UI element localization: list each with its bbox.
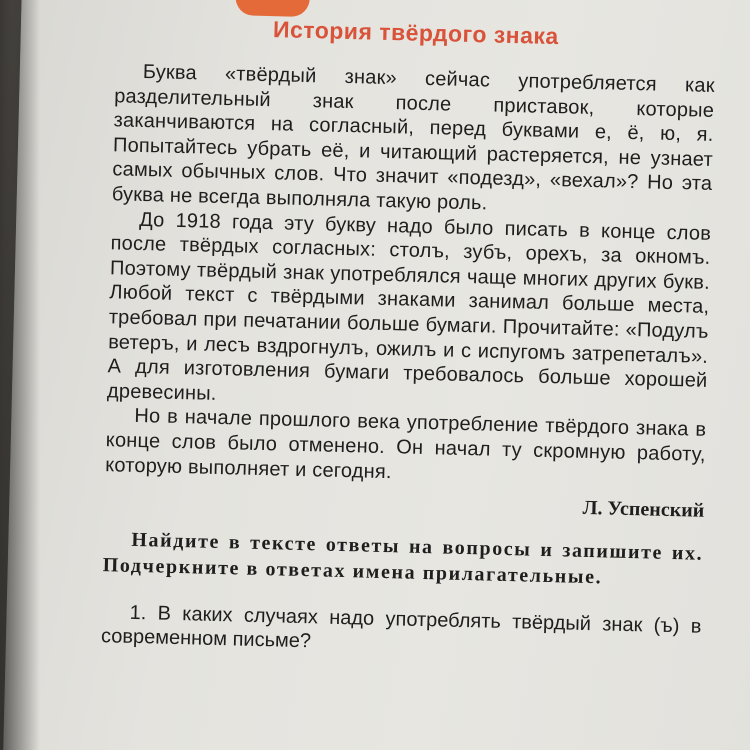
paragraph-2: До 1918 года эту букву надо было писать в конце слов после твёрдых согласных: столъ, зубъ, орехъ, за окномъ. Поэтому твёрдый знак употреблялся чаще многих других букв. Любой текст с твёрдыми знаками занимал больше места, требовал при печатании больше бумаги. Прочитайте: «Подулъ ветеръ, и лесъ вздрогнулъ, ожилъ и с испугомъ затрепеталъ». А для изготовления бумаги требовалось больше хорошей древесины.: [106, 208, 712, 405]
page-corner-tab: [235, 0, 309, 17]
paragraph-1: Буква «твёрдый знак» сейчас употребляется как разделительный знак после приставок, которые заканчиваются на согласный, перед буквами е, ё, ю, я. Попытайтесь убрать её, и читающий растеряется, не узнает самых обычных слов. Что значит «подезд», «вехал»? Но эта буква не всегда выполняла такую роль.: [111, 60, 715, 215]
question-1: 1. В каких случаях надо употреблять твёрдый знак (ъ) в современном письме?: [100, 601, 702, 653]
textbook-page: [2, 0, 750, 750]
binding-shadow: [0, 0, 40, 750]
task-instruction: Найдите в тексте ответы на вопросы и запишите их. Подчеркните в ответах имена прилагательные.: [102, 528, 704, 589]
page-title: История твёрдого знака: [272, 16, 560, 50]
paragraph-3: Но в начале прошлого века употребление твёрдого знака в конце слов было отменено. Он начал ту скромную работу, которую выполняет и сегодня.: [104, 405, 707, 483]
author-signature: Л. Успенский: [582, 496, 705, 522]
page-content: [101, 12, 716, 663]
